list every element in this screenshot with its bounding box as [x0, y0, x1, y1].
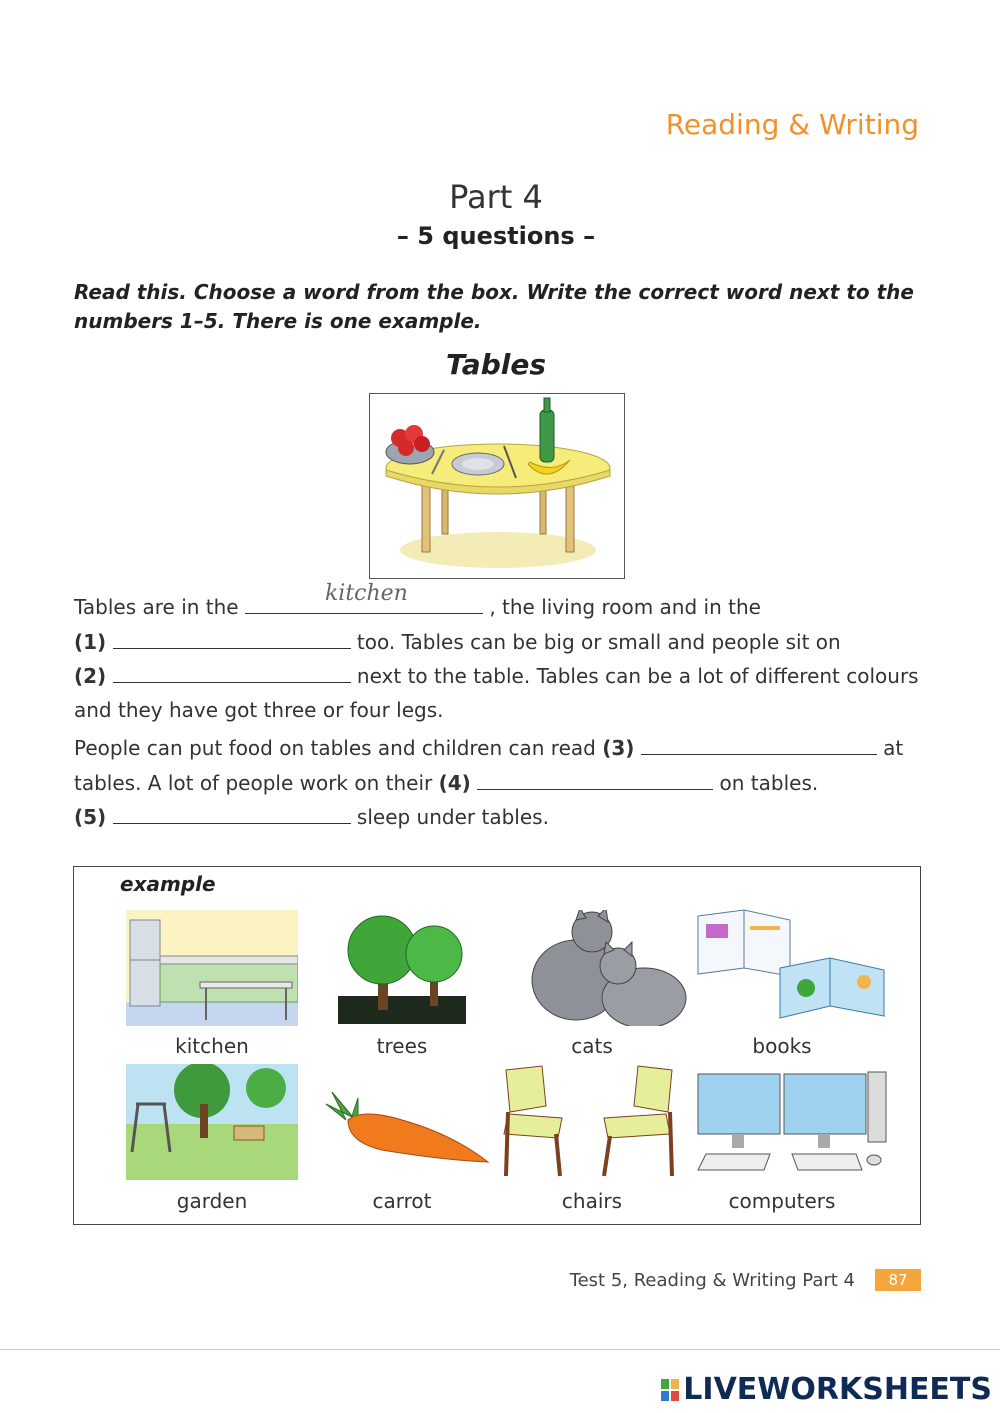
- page-number-badge: 87: [875, 1269, 921, 1291]
- garden-picture: [126, 1064, 298, 1180]
- part-subtitle: – 5 questions –: [396, 222, 596, 250]
- chairs-icon: [500, 1064, 680, 1180]
- story-text: tables. A lot of people work on their: [74, 771, 433, 795]
- story-line-4: and they have got three or four legs.: [74, 698, 444, 722]
- story-line-3: [74, 664, 919, 688]
- story-title: Tables: [446, 348, 546, 381]
- garden-icon: [126, 1064, 298, 1180]
- word-carrot: carrot: [372, 1189, 432, 1213]
- question-number-2: (2): [74, 664, 107, 688]
- example-label: example: [120, 872, 216, 896]
- story-text: Tables are in the: [74, 595, 239, 619]
- word-cats: cats: [571, 1034, 613, 1058]
- story-text: at: [883, 736, 904, 760]
- trees-icon: [336, 910, 508, 1026]
- cats-icon: [526, 910, 698, 1026]
- question-number-1: (1): [74, 630, 107, 654]
- computers-picture: [694, 1070, 866, 1186]
- books-icon: [694, 906, 890, 1026]
- story-text: next to the table. Tables can be a lot of different colours: [356, 664, 919, 688]
- answer-field-4[interactable]: [477, 771, 713, 790]
- word-books: books: [752, 1034, 812, 1058]
- example-answer: kitchen: [324, 581, 408, 606]
- story-text: , the living room and in the: [489, 595, 761, 619]
- chairs-picture: [500, 1064, 672, 1180]
- kitchen-picture: [126, 910, 298, 1026]
- books-picture: [694, 906, 866, 1022]
- word-chairs: chairs: [561, 1189, 623, 1213]
- brand-watermark[interactable]: [661, 1372, 992, 1407]
- word-computers: computers: [728, 1189, 836, 1213]
- story-line-6: [74, 771, 818, 795]
- question-number-4: (4): [438, 771, 471, 795]
- word-garden: garden: [176, 1189, 248, 1213]
- word-trees: trees: [376, 1034, 428, 1058]
- story-line-2: [74, 630, 841, 654]
- word-kitchen: kitchen: [175, 1034, 249, 1058]
- story-text: too. Tables can be big or small and people sit on: [356, 630, 841, 654]
- question-number-3: (3): [602, 736, 635, 760]
- trees-picture: [336, 910, 508, 1026]
- computers-icon: [694, 1070, 890, 1180]
- table-picture-icon: [370, 394, 624, 578]
- story-text: People can put food on tables and children can read: [74, 736, 596, 760]
- brand-logo-icon: [661, 1374, 679, 1396]
- instructions: Read this. Choose a word from the box. Write the correct word next to the numbers 1–5. There is one example.: [74, 280, 914, 333]
- footer-caption: Test 5, Reading & Writing Part 4: [569, 1270, 855, 1291]
- story-line-7: [74, 805, 549, 829]
- answer-field-1[interactable]: [113, 630, 351, 649]
- section-title: Reading & Writing: [665, 108, 919, 141]
- answer-field-2[interactable]: [113, 664, 351, 683]
- story-text: on tables.: [719, 771, 819, 795]
- story-line-5: [74, 736, 903, 760]
- part-title: Part 4: [449, 178, 543, 216]
- table-illustration: [369, 393, 625, 579]
- brand-name: LIVEWORKSHEETS: [683, 1372, 992, 1407]
- answer-field-3[interactable]: [641, 736, 877, 755]
- answer-field-5[interactable]: [113, 805, 351, 824]
- carrot-icon: [322, 1090, 494, 1180]
- cats-picture: [526, 910, 698, 1026]
- story-text: sleep under tables.: [356, 805, 549, 829]
- kitchen-icon: [126, 910, 298, 1026]
- example-answer-field: [245, 581, 483, 614]
- footer-divider: [0, 1349, 1000, 1350]
- story-line-1: [74, 581, 761, 619]
- question-number-5: (5): [74, 805, 107, 829]
